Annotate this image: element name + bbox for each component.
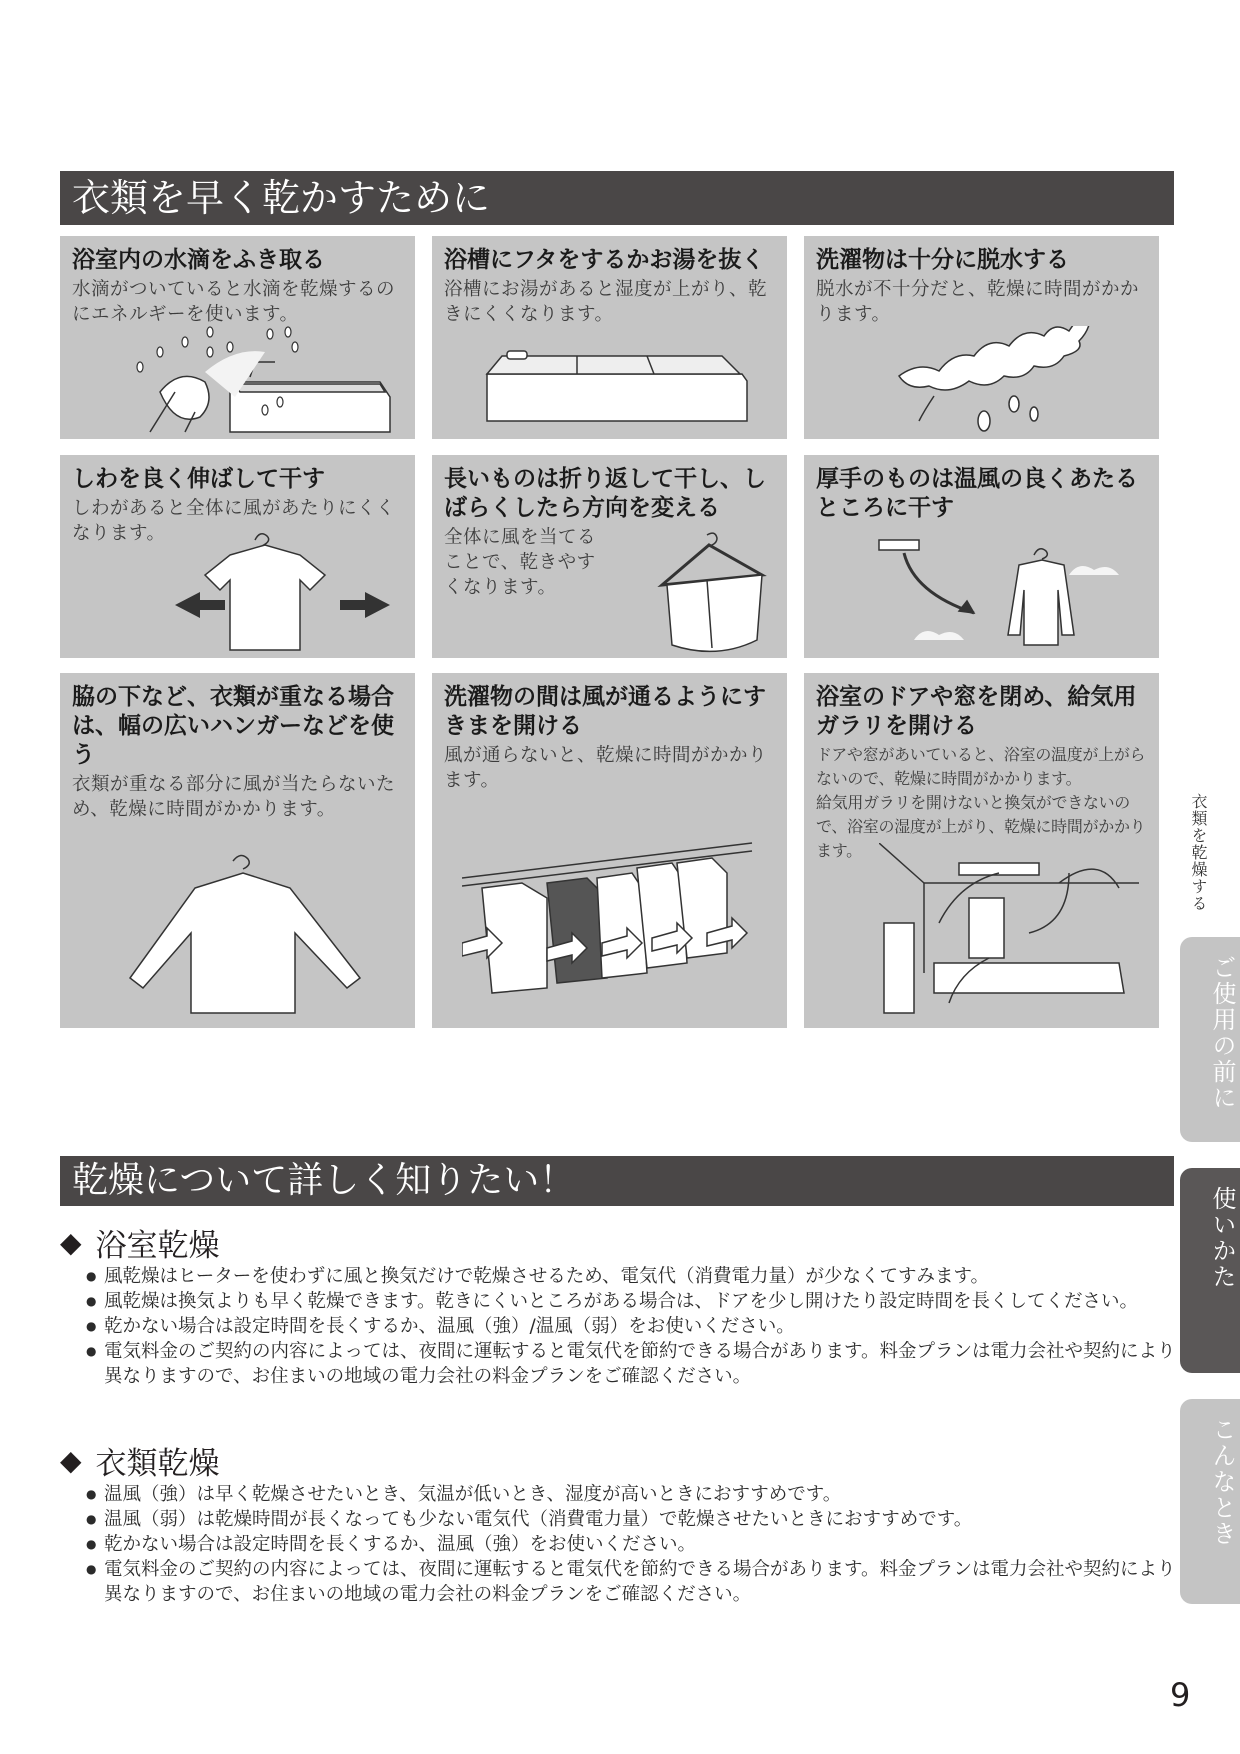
tip-title: 長いものは折り返して干し、しばらくしたら方向を変える <box>444 466 766 521</box>
covered-bathtub-illustration <box>482 346 752 426</box>
subsection-heading-bath-dry <box>60 1220 220 1265</box>
tip-card-cover-bathtub <box>432 236 787 439</box>
tip-body: 全体に風を当てることで、乾きやすくなります。 <box>444 527 597 598</box>
diamond-icon: ◆ <box>60 1226 82 1259</box>
tip-title: 浴室内の水滴をふき取る <box>72 247 325 273</box>
list-item: ● 電気料金のご契約の内容によっては、夜間に運転すると電気代を節約できる場合があります。料金プランは電力会社や契約により異なりますので、お住まいの地域の電力会社の料金プランをご確認ください。 <box>86 1557 1176 1607</box>
page-number: 9 <box>1170 1676 1191 1714</box>
tip-title: 洗濯物の間は風が通るようにすきまを開ける <box>444 684 766 739</box>
folded-pants-hanger-illustration <box>652 530 782 658</box>
tip-title: 浴槽にフタをするかお湯を抜く <box>444 247 765 273</box>
tip-card-gap-between-clothes <box>432 673 787 1028</box>
tip-card-wide-hanger <box>60 673 415 1028</box>
tip-card-fold-long-items <box>432 455 787 658</box>
tab-before-use[interactable]: ご使用の前に <box>1180 937 1240 1142</box>
tip-body: ドアや窓があいていると、浴室の温度が上がらないので、乾燥に時間がかかります。 <box>816 745 1146 788</box>
clothes-dry-bullets <box>86 1482 1176 1607</box>
diamond-icon: ◆ <box>60 1444 82 1477</box>
section-title: 乾燥について詳しく知りたい！ <box>72 1160 576 1201</box>
bath-dry-bullets <box>86 1264 1176 1389</box>
subsection-title: 衣類乾燥 <box>95 1446 220 1482</box>
tip-title: 洗濯物は十分に脱水する <box>816 247 1069 273</box>
list-item: ● 乾かない場合は設定時間を長くするか、温風（強）をお使いください。 <box>86 1532 1176 1557</box>
wiping-droplets-illustration <box>130 322 410 437</box>
list-item: ● 温風（強）は早く乾燥させたいとき、気温が低いとき、湿度が高いときにおすすめです。 <box>86 1482 1176 1507</box>
tab-troubleshooting[interactable]: こんなとき <box>1180 1399 1240 1604</box>
bathroom-vent-illustration <box>879 843 1149 1023</box>
tip-body: 水滴がついていると水滴を乾燥するのにエネルギーを使います。 <box>72 279 396 325</box>
tip-body: しわがあると全体に風があたりにくくなります。 <box>72 498 396 544</box>
list-item: ● 温風（弱）は乾燥時間が長くなっても少ない電気代（消費電力量）で乾燥させたいときにおすすめです。 <box>86 1507 1176 1532</box>
tip-body-2: 給気用ガラリを開けないと換気ができないので、浴室の湿度が上がり、乾燥に時間がかかります。 <box>816 793 1146 860</box>
stretching-shirt-illustration <box>170 530 400 658</box>
tip-title: 厚手のものは温風の良くあたるところに干す <box>816 466 1138 521</box>
subsection-title: 浴室乾燥 <box>95 1228 220 1264</box>
list-item: ● 電気料金のご契約の内容によっては、夜間に運転すると電気代を節約できる場合があります。料金プランは電力会社や契約により異なりますので、お住まいの地域の電力会社の料金プランをご確認ください。 <box>86 1339 1176 1389</box>
tip-title: 脇の下など、衣類が重なる場合は、幅の広いハンガーなどを使う <box>72 684 394 768</box>
section-title: 衣類を早く乾かすために <box>72 176 491 220</box>
tip-body: 衣類が重なる部分に風が当たらないため、乾燥に時間がかかります。 <box>72 774 396 820</box>
tip-card-warm-air-spot <box>804 455 1159 658</box>
tip-title: しわを良く伸ばして干す <box>72 466 325 492</box>
list-item: ● 乾かない場合は設定時間を長くするか、温風（強）/温風（弱）をお使いください。 <box>86 1314 1176 1339</box>
sweater-on-wide-hanger-illustration <box>125 853 365 1018</box>
tip-card-close-door-open-vent <box>804 673 1159 1028</box>
tip-body: 風が通らないと、乾燥に時間がかかります。 <box>444 745 768 791</box>
tip-body: 脱水が不十分だと、乾燥に時間がかかります。 <box>816 279 1140 325</box>
spaced-laundry-illustration <box>462 838 762 1018</box>
tip-title: 浴室のドアや窓を閉め、給気用ガラリを開ける <box>816 684 1137 739</box>
list-item: ● 風乾燥は換気よりも早く乾燥できます。乾きにくいところがある場合は、ドアを少し開けたり設定時間を長くしてください。 <box>86 1289 1176 1314</box>
tip-body: 浴槽にお湯があると湿度が上がり、乾きにくくなります。 <box>444 279 768 325</box>
list-item: ● 風乾燥はヒーターを使わずに風と換気だけで乾燥させるため、電気代（消費電力量）が少なくてすみます。 <box>86 1264 1176 1289</box>
wringing-clothes-illustration <box>894 326 1094 436</box>
subsection-heading-clothes-dry <box>60 1438 220 1483</box>
tip-card-smooth-wrinkles <box>60 455 415 658</box>
side-section-label: 衣類を乾燥する <box>1189 793 1208 912</box>
tab-how-to-use[interactable]: 使いかた <box>1180 1168 1240 1373</box>
warm-air-sweater-illustration <box>874 535 1134 655</box>
section-title-bar <box>60 1156 1174 1206</box>
tip-card-wipe-droplets <box>60 236 415 439</box>
tip-card-spin-dry <box>804 236 1159 439</box>
section-title-bar <box>60 171 1174 225</box>
